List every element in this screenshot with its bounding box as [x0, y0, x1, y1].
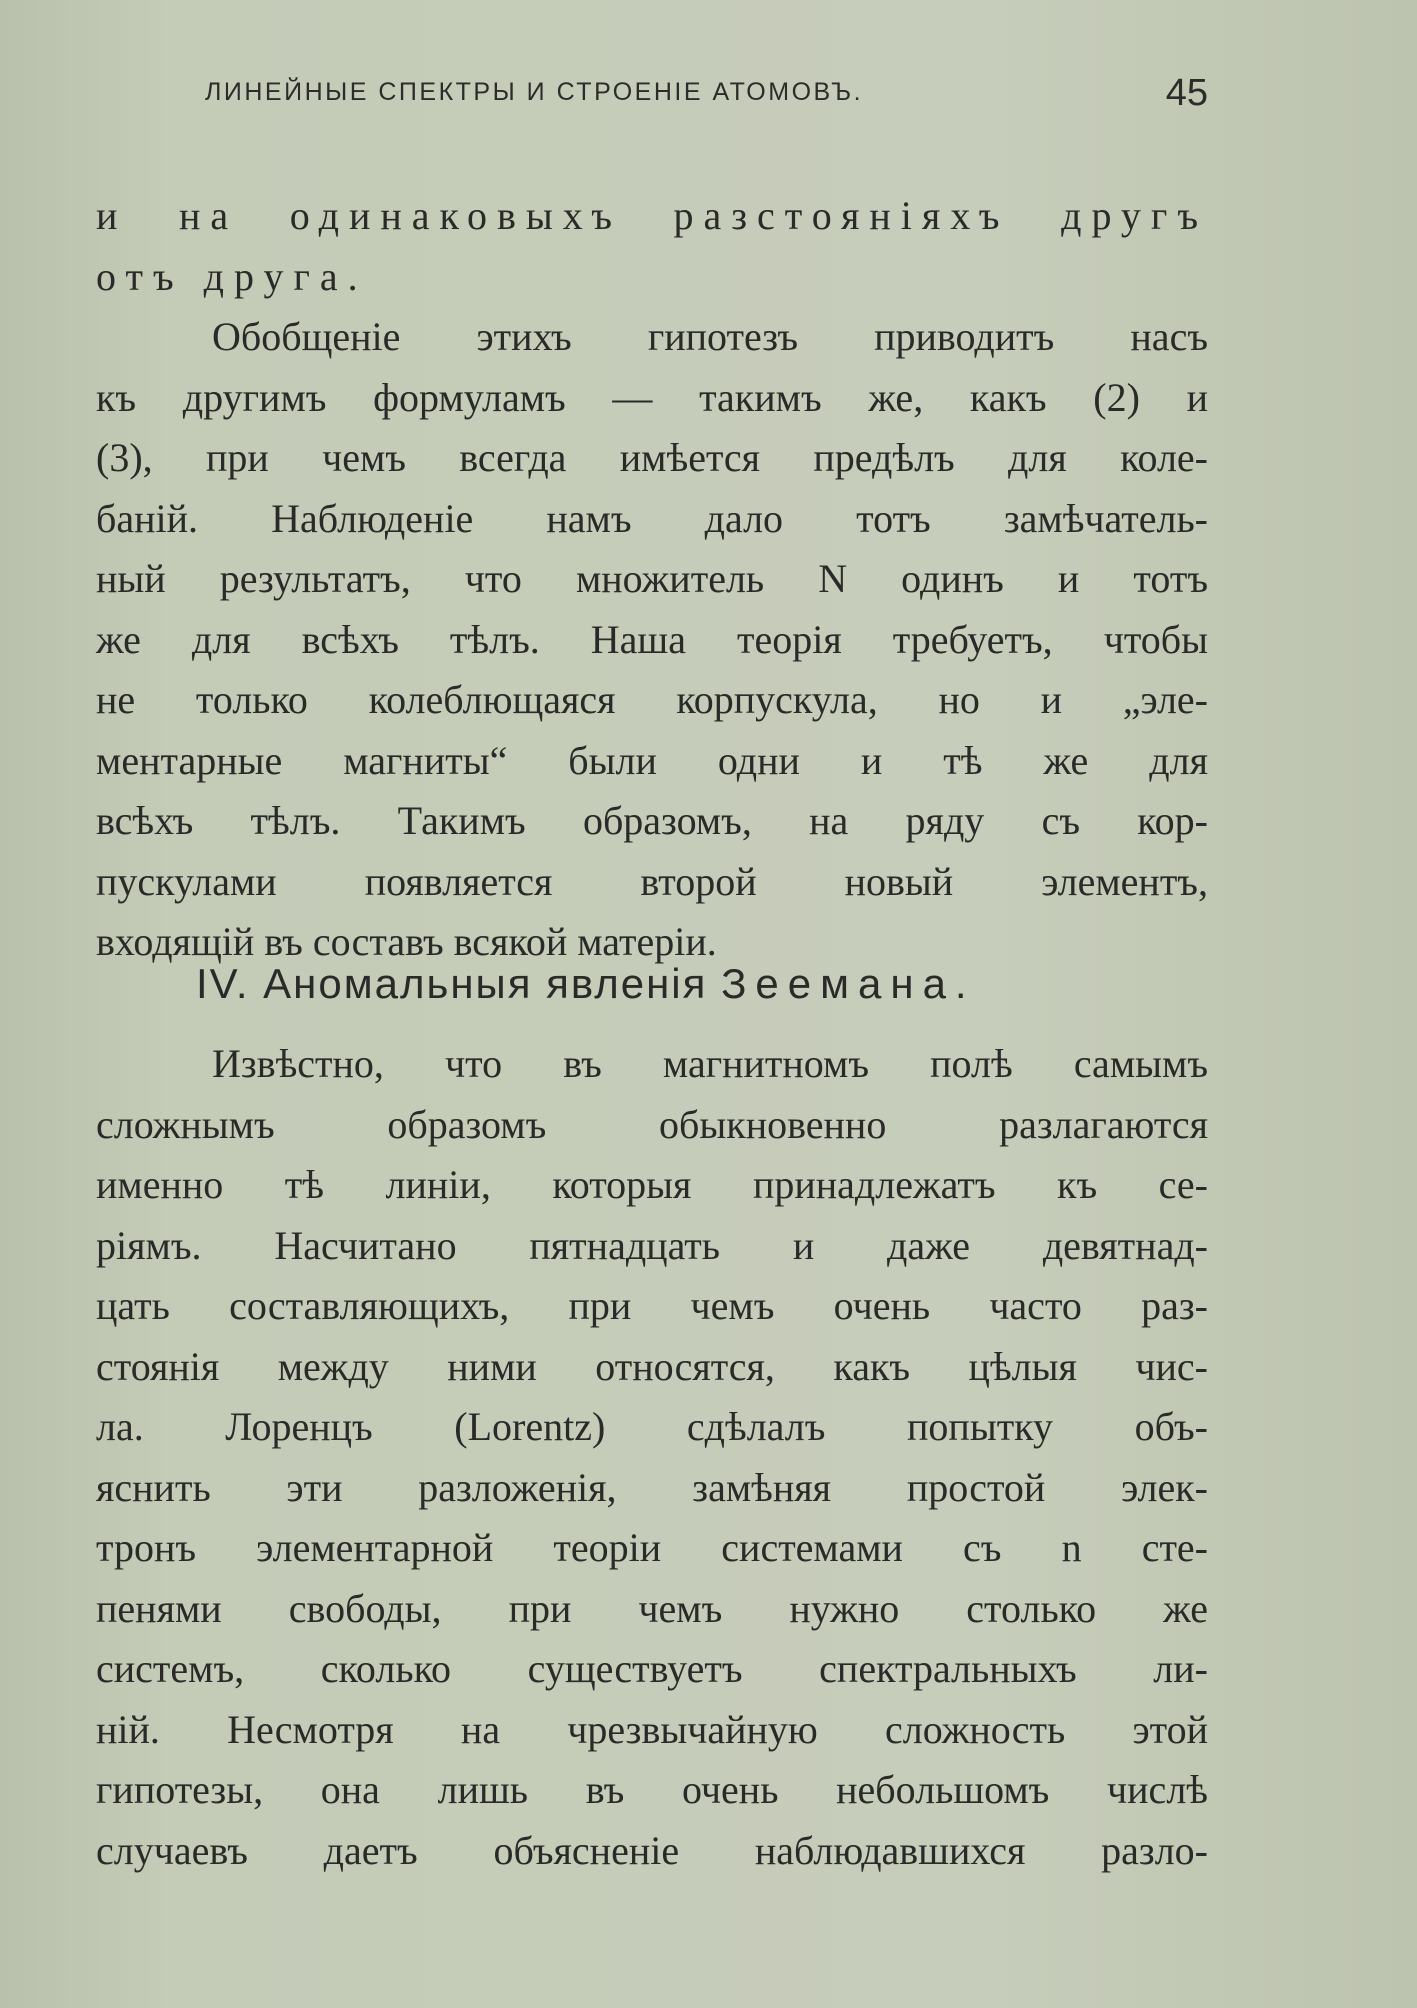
text-line: входящій въ составъ всякой матеріи. — [96, 919, 717, 964]
text-line: ній. Несмотря на чрезвычайную сложность этой — [96, 1706, 1208, 1752]
text-line: пенями свободы, при чемъ нужно столько же — [96, 1585, 1208, 1631]
running-title: ЛИНЕЙНЫЕ СПЕКТРЫ И СТРОЕНІЕ АТОМОВЪ. — [205, 78, 864, 106]
paragraph-2 — [96, 1034, 1208, 1881]
text-line: ла. Лоренцъ (Lorentz) сдѣлалъ попытку объ- — [96, 1404, 1208, 1449]
text-line: сложнымъ образомъ обыкновенно разлагаются — [96, 1101, 1208, 1147]
text-line: баній. Наблюденіе намъ дало тотъ замѣчатель- — [96, 495, 1208, 541]
section-title: Аномальныя явленія — [263, 960, 708, 1007]
page-number: 45 — [1165, 72, 1208, 114]
text-line: именно тѣ линіи, которыя принадлежатъ къ се- — [96, 1162, 1208, 1207]
text-line: же для всѣхъ тѣлъ. Наша теорія требуетъ, чтобы — [96, 616, 1208, 662]
text-line: Обобщеніе этихъ гипотезъ приводитъ насъ — [212, 314, 1208, 359]
text-line: (3), при чемъ всегда имѣется предѣлъ для коле- — [96, 435, 1208, 480]
text-line: всѣхъ тѣлъ. Такимъ образомъ, на ряду съ кор- — [96, 798, 1208, 843]
text-line: яснить эти разложенія, замѣняя простой элек- — [96, 1464, 1208, 1510]
paragraph-1 — [96, 186, 1208, 973]
text-line: и на одинаковыхъ разстояніяхъ другъ — [96, 193, 1208, 238]
text-line: цать составляющихъ, при чемъ очень часто раз- — [96, 1283, 1208, 1328]
text-line: гипотезы, она лишь въ очень небольшомъ числѣ — [96, 1767, 1208, 1812]
text-line: къ другимъ формуламъ — такимъ же, какъ (2) и — [96, 374, 1208, 420]
section-heading — [196, 960, 1156, 1008]
text-line: отъ друга. — [96, 253, 368, 299]
text-line: стоянія между ними относятся, какъ цѣлыя чис- — [96, 1343, 1208, 1389]
section-name: Зеемана. — [721, 960, 976, 1007]
section-number: IV. — [196, 960, 250, 1007]
text-line: Извѣстно, что въ магнитномъ полѣ самымъ — [212, 1041, 1208, 1086]
text-line: пускулами появляется второй новый элементъ, — [96, 858, 1208, 904]
text-line: системъ, сколько существуетъ спектральныхъ ли- — [96, 1646, 1208, 1691]
text-line: ріямъ. Насчитано пятнадцать и даже девятнад- — [96, 1222, 1208, 1268]
text-line: ментарные магниты“ были одни и тѣ же для — [96, 737, 1208, 783]
text-line: ный результатъ, что множитель N одинъ и тотъ — [96, 556, 1208, 601]
text-line: случаевъ даетъ объясненіе наблюдавшихся разло- — [96, 1827, 1208, 1873]
text-line: тронъ элементарной теоріи системами съ n сте- — [96, 1525, 1208, 1570]
text-line: не только колеблющаяся корпускула, но и „эле- — [96, 677, 1208, 722]
